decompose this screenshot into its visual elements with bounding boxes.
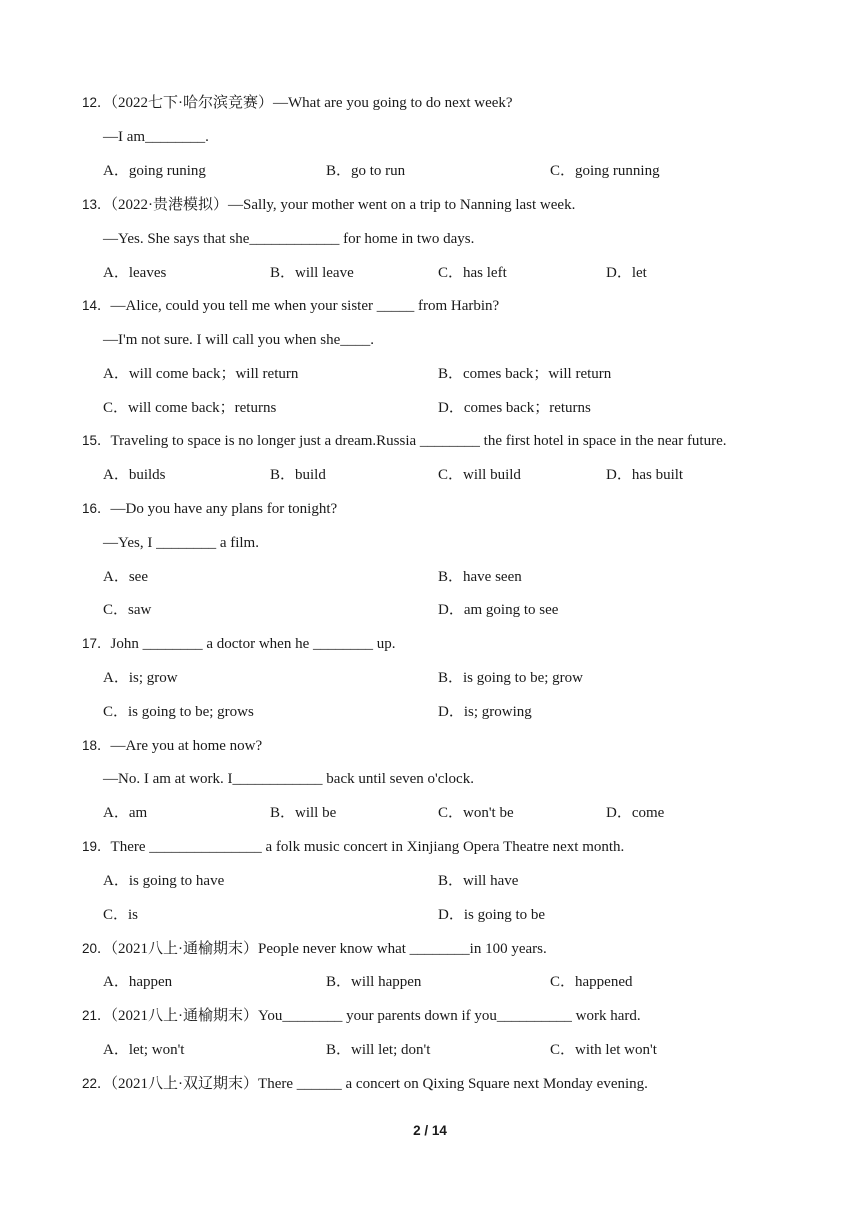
option-a: A．let; won't — [103, 1042, 185, 1058]
question-15 — [82, 429, 727, 453]
question-18-followup: —No. I am at work. I____________ back until seven o'clock. — [103, 771, 474, 787]
option-b: B．will be — [270, 805, 337, 821]
option-d: D．come — [606, 805, 665, 821]
question-21 — [82, 1004, 641, 1028]
question-19 — [82, 835, 624, 859]
question-number: 14． — [82, 298, 111, 313]
option-c: C．happened — [550, 974, 633, 990]
option-c: C．has left — [438, 265, 507, 281]
question-15-options — [0, 463, 860, 487]
option-a: A．am — [103, 805, 148, 821]
option-d: D．has built — [606, 467, 684, 483]
question-13 — [82, 193, 575, 217]
question-21-options — [0, 1038, 860, 1062]
option-a: A．is going to have — [103, 873, 225, 889]
option-d: D．is going to be — [438, 907, 546, 923]
option-c: C．is — [103, 907, 139, 923]
page-number: 2 / 14 — [413, 1123, 447, 1138]
question-14-options-row1 — [0, 362, 860, 386]
option-d: D．comes back；returns — [438, 400, 591, 416]
option-b: B．will have — [438, 873, 519, 889]
question-text: （2022·贵港模拟）—Sally, your mother went on a trip to Nanning last week. — [110, 197, 576, 213]
question-text: —Alice, could you tell me when your sister _____ from Harbin? — [110, 298, 500, 314]
question-text: （2021八上·通榆期末）People never know what ________in 100 years. — [110, 941, 547, 957]
question-19-options-row2 — [0, 903, 860, 927]
option-d: D．let — [606, 265, 647, 281]
option-a: A．leaves — [103, 265, 167, 281]
question-text: （2021八上·通榆期末）You________ your parents down if you__________ work hard. — [110, 1008, 641, 1024]
option-b: B．will leave — [270, 265, 354, 281]
option-d: D．am going to see — [438, 602, 559, 618]
question-18-options — [0, 801, 860, 825]
question-number: 22． — [82, 1076, 111, 1091]
question-14 — [82, 294, 499, 318]
question-20 — [82, 937, 547, 961]
option-c: C．won't be — [438, 805, 514, 821]
question-17-options-row1 — [0, 666, 860, 690]
question-19-options-row1 — [0, 869, 860, 893]
question-number: 20． — [82, 941, 111, 956]
question-14-options-row2 — [0, 396, 860, 420]
question-text: —Do you have any plans for tonight? — [110, 501, 338, 517]
question-text: Traveling to space is no longer just a dream.Russia ________ the first hotel in space in the near future. — [110, 433, 727, 449]
option-a: A．see — [103, 569, 148, 585]
question-number: 16． — [82, 501, 111, 516]
option-b: B．build — [270, 467, 326, 483]
question-12-options — [0, 159, 860, 183]
question-17-options-row2 — [0, 700, 860, 724]
question-16-options-row1 — [0, 565, 860, 589]
question-13-options — [0, 261, 860, 285]
option-a: A．builds — [103, 467, 166, 483]
option-b: B．go to run — [326, 163, 406, 179]
question-16-options-row2 — [0, 598, 860, 622]
option-b: B．have seen — [438, 569, 522, 585]
question-text: （2022七下·哈尔滨竞赛）—What are you going to do next week? — [110, 95, 513, 111]
question-number: 15． — [82, 433, 111, 448]
option-a: A．happen — [103, 974, 173, 990]
option-b: B．is going to be; grow — [438, 670, 583, 686]
option-a: A．will come back；will return — [103, 366, 299, 382]
question-13-followup: —Yes. She says that she____________ for home in two days. — [103, 231, 475, 247]
question-text: There _______________ a folk music concert in Xinjiang Opera Theatre next month. — [110, 839, 625, 855]
question-number: 18． — [82, 738, 111, 753]
question-number: 13． — [82, 197, 111, 212]
question-number: 17． — [82, 636, 111, 651]
question-text: —Are you at home now? — [110, 738, 263, 754]
question-number: 12． — [82, 95, 111, 110]
option-a: A．is; grow — [103, 670, 178, 686]
option-b: B．will let; don't — [326, 1042, 431, 1058]
option-d: D．is; growing — [438, 704, 532, 720]
option-c: C．saw — [103, 602, 152, 618]
question-22 — [82, 1072, 648, 1096]
question-16-followup: —Yes, I ________ a film. — [103, 535, 259, 551]
question-text: （2021八上·双辽期末）There ______ a concert on Qixing Square next Monday evening. — [110, 1076, 648, 1092]
question-number: 19． — [82, 839, 111, 854]
option-b: B．will happen — [326, 974, 422, 990]
question-16 — [82, 497, 337, 521]
option-c: C．will come back；returns — [103, 400, 277, 416]
question-12 — [82, 91, 513, 115]
question-18 — [82, 734, 262, 758]
question-12-followup: —I am________. — [103, 129, 209, 145]
question-number: 21． — [82, 1008, 111, 1023]
question-20-options — [0, 970, 860, 994]
option-c: C．going running — [550, 163, 660, 179]
option-c: C．is going to be; grows — [103, 704, 254, 720]
question-14-followup: —I'm not sure. I will call you when she____. — [103, 332, 374, 348]
option-a: A．going runing — [103, 163, 206, 179]
question-17 — [82, 632, 396, 656]
option-c: C．will build — [438, 467, 521, 483]
question-text: John ________ a doctor when he ________ up. — [110, 636, 396, 652]
option-b: B．comes back；will return — [438, 366, 612, 382]
option-c: C．with let won't — [550, 1042, 657, 1058]
